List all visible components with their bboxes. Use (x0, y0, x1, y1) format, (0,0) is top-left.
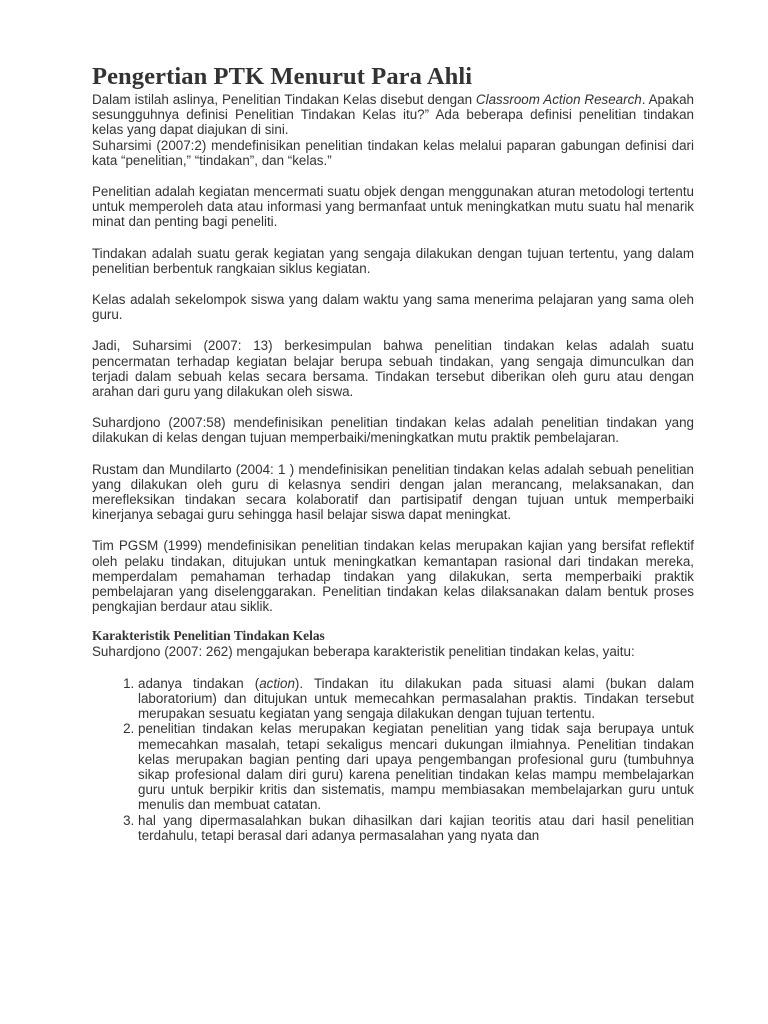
list-item-text-start: adanya tindakan ( (138, 675, 260, 691)
suharsimi-definition: Suharsimi (2007:2) mendefinisikan penelitian tindakan kelas melalui paparan gabungan definisi dari kata “penelitian,” “tindakan”, dan “kelas.” (92, 137, 694, 168)
list-item: 3. hal yang dipermasalahkan bukan dihasilkan dari kajian teoritis atau dari hasil penelitian terdahulu, tetapi berasal dari adanya permasalahan yang nyata dan (138, 813, 694, 843)
list-item (138, 676, 694, 722)
paragraph-suhardjono: Suhardjono (2007:58) mendefinisikan penelitian tindakan kelas adalah penelitian tindakan yang dilakukan di kelas dengan tujuan memperbaiki/meningkatkan mutu praktik pembelajaran. (92, 415, 694, 446)
intro-paragraph (92, 92, 694, 138)
intro-text-end: . Apakah sesungguhnya definisi Penelitian Tindakan Kelas itu?” Ada beberapa definisi penelitian tindakan kelas yang dapat diajukan di sini. (92, 92, 694, 138)
list-item-italic-term: action (259, 675, 295, 691)
paragraph-rustam: Rustam dan Mundilarto (2004: 1 ) mendefinisikan penelitian tindakan kelas adalah sebuah penelitian yang dilakukan oleh guru di kelasnya sendiri dengan jalan merancang, melaksanakan, dan merefleksikan tindakan secara kolaboratif dan partisipatif dengan tujuan untuk memperbaiki kinerjanya sebagai guru sehingga hasil belajar siswa dapat meningkat. (92, 461, 694, 523)
paragraph-kelas: Kelas adalah sekelompok siswa yang dalam waktu yang sama menerima pelajaran yang sama oleh guru. (92, 292, 694, 323)
characteristics-list (92, 676, 694, 843)
paragraph-tim-pgsm: Tim PGSM (1999) mendefinisikan penelitian tindakan kelas merupakan kajian yang bersifat reflektif oleh pelaku tindakan, ditujukan untuk meningkatkan kemantapan rasional dari tindakan mereka, memperdalam pemahaman terhadap tindakan yang dilakukan, serta memperbaiki praktik pembelajaran yang diselenggarakan. Penelitian tindakan kelas dilaksanakan dalam bentuk proses pengkajian berdaur atau siklik. (92, 538, 694, 615)
intro-text-start: Dalam istilah aslinya, Penelitian Tindakan Kelas disebut dengan (92, 92, 476, 107)
section-heading: Karakteristik Penelitian Tindakan Kelas (92, 628, 325, 644)
list-item-text-end: ). Tindakan itu dilakukan pada situasi alami (bukan dalam laboratorium) dan ditujukan untuk memecahkan permasalahan praktis. Tindakan tersebut merupakan sesuatu kegiatan yang sengaja dilakukan dengan tujuan tertentu. (138, 675, 694, 722)
section-intro: Suhardjono (2007: 262) mengajukan beberapa karakteristik penelitian tindakan kelas, yaitu: (92, 644, 635, 660)
paragraph-tindakan: Tindakan adalah suatu gerak kegiatan yang sengaja dilakukan dengan tujuan tertentu, yang dalam penelitian berbentuk rangkaian siklus kegiatan. (92, 245, 694, 276)
list-item: 2. penelitian tindakan kelas merupakan kegiatan penelitian yang tidak saja berupaya untuk memecahkan masalah, tetapi sekaligus mencari dukungan ilmiahnya. Penelitian tindakan kelas merupakan bagian penting dari upaya pengembangan profesional guru (tumbuhnya sikap profesional dalam diri guru) karena penelitian tindakan kelas mampu membelajarkan guru untuk berpikir kritis dan sistematis, mampu membiasakan membelajarkan guru untuk menulis dan membuat catatan. (138, 721, 694, 812)
document-page (92, 62, 694, 843)
paragraph-penelitian: Penelitian adalah kegiatan mencermati suatu objek dengan menggunakan aturan metodologi tertentu untuk memperoleh data atau informasi yang bermanfaat untuk meningkatkan mutu suatu hal menarik minat dan penting bagi peneliti. (92, 184, 694, 230)
page-title: Pengertian PTK Menurut Para Ahli (92, 63, 473, 90)
intro-italic-term: Classroom Action Research (475, 92, 642, 107)
paragraph-kesimpulan: Jadi, Suharsimi (2007: 13) berkesimpulan bahwa penelitian tindakan kelas adalah suatu pencermatan terhadap kegiatan belajar berupa sebuah tindakan, yang sengaja dimunculkan dan terjadi dalam sebuah kelas secara bersama. Tindakan tersebut diberikan oleh guru atau dengan arahan dari guru yang dilakukan oleh siswa. (92, 338, 694, 400)
